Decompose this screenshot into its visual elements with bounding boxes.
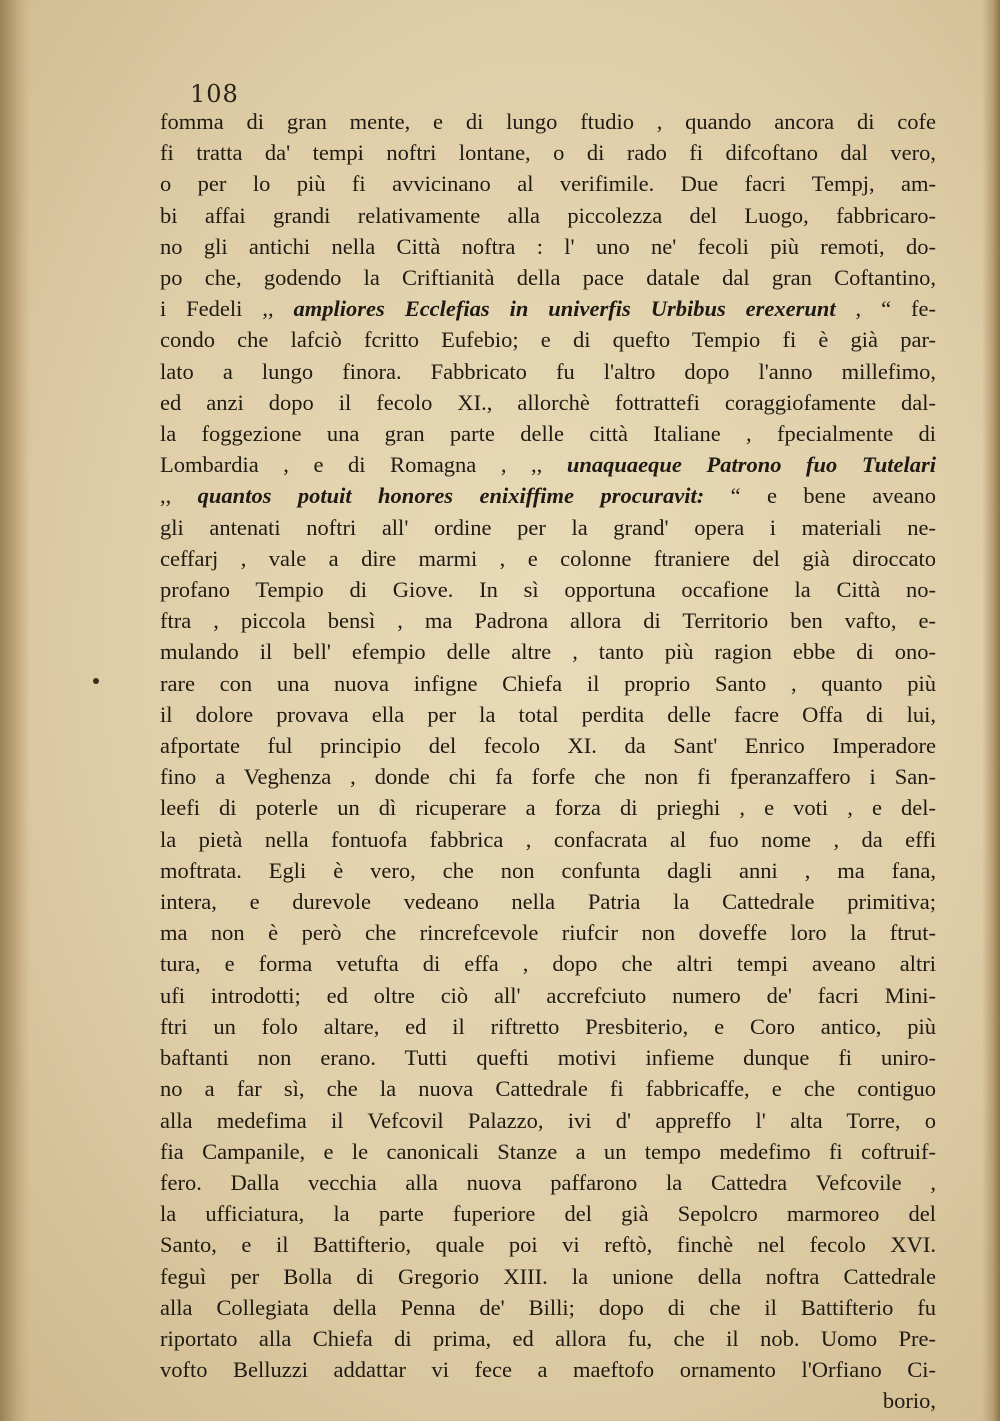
text-segment: la ufficiatura, la parte fuperiore del già Sepolcro marmoreo del — [160, 1201, 936, 1227]
text-segment: baftanti non erano. Tutti quefti motivi infieme dunque fi uniro- — [160, 1045, 936, 1071]
text-segment: gli antenati noftri all' ordine per la grand' opera i materiali ne- — [160, 514, 936, 540]
text-segment: afportate ful principio del fecolo XI. da Sant' Enrico Imperadore — [160, 733, 936, 759]
text-line — [160, 1042, 936, 1073]
text-line — [160, 418, 936, 449]
text-segment: lato a lungo finora. Fabbricato fu l'altro dopo l'anno millefimo, — [160, 358, 936, 384]
text-line — [160, 356, 936, 387]
text-line — [160, 200, 936, 231]
text-line — [160, 168, 936, 199]
text-line — [160, 1354, 936, 1385]
text-line — [160, 1073, 936, 1104]
text-segment: ceffarj , vale a dire marmi , e colonne ftraniere del già diroccato — [160, 545, 936, 571]
text-line — [160, 512, 936, 543]
text-line — [160, 574, 936, 605]
page-edge-shadow — [982, 0, 1000, 1421]
text-line — [160, 636, 936, 667]
text-line — [160, 387, 936, 418]
text-segment: feguì per Bolla di Gregorio XIII. la unione della noftra Cattedrale — [160, 1263, 936, 1289]
text-line — [160, 668, 936, 699]
text-line — [160, 543, 936, 574]
text-line — [160, 605, 936, 636]
text-segment: , “ fe- — [835, 296, 936, 322]
text-segment: Santo, e il Battifterio, quale poi vi reftò, finchè nel fecolo XVI. — [160, 1232, 936, 1258]
text-segment: intera, e durevole vedeano nella Patria la Cattedrale primitiva; — [160, 889, 936, 915]
text-segment: moftrata. Egli è vero, che non confunta dagli anni , ma fana, — [160, 857, 936, 883]
text-line — [160, 106, 936, 137]
text-segment: ftra , piccola bensì , ma Padrona allora di Territorio ben vafto, e- — [160, 608, 936, 634]
text-segment: i Fedeli ,, — [160, 296, 294, 322]
text-segment: borio, — [882, 1388, 936, 1414]
italic-quotation: ampliores Ecclefias in univerfis Urbibus erexerunt — [293, 296, 836, 322]
text-segment: alla medefima il Vefcovil Palazzo, ivi d' appreffo l' alta Torre, o — [160, 1107, 936, 1133]
text-line — [160, 1136, 936, 1167]
text-segment: fi tratta da' tempi noftri lontane, o di rado fi difcoftano dal vero, — [160, 140, 936, 166]
text-line — [160, 1261, 936, 1292]
text-line — [160, 480, 936, 511]
text-line — [160, 137, 936, 168]
text-segment: ufi introdotti; ed oltre ciò all' accrefciuto numero de' facri Mini- — [160, 982, 936, 1008]
text-line — [160, 730, 936, 761]
text-segment: po che, godendo la Criftianità della pace datale dal gran Coftantino, — [160, 265, 936, 291]
text-segment: Lombardia , e di Romagna , ,, — [160, 452, 567, 478]
text-segment: rare con una nuova infigne Chiefa il proprio Santo , quanto più — [160, 670, 936, 696]
text-segment: vofto Belluzzi addattar vi fece a maeftofo ornamento l'Orfiano Ci- — [160, 1357, 936, 1383]
text-segment: profano Tempio di Giove. In sì opportuna occafione la Città no- — [160, 577, 936, 603]
text-segment: o per lo più fi avvicinano al verifimile. Due facri Tempj, am- — [160, 171, 936, 197]
page-gutter-shadow — [0, 0, 30, 1421]
text-line — [160, 917, 936, 948]
text-segment: fia Campanile, e le canonicali Stanze a un tempo medefimo fi coftruif- — [160, 1138, 936, 1164]
text-line — [160, 886, 936, 917]
text-segment: la foggezione una gran parte delle città Italiane , fpecialmente di — [160, 421, 936, 447]
text-line — [160, 948, 936, 979]
text-line — [160, 449, 936, 480]
text-segment: fino a Veghenza , donde chi fa forfe che non fi fperanzaffero i San- — [160, 764, 936, 790]
text-line — [160, 231, 936, 262]
text-segment: ,, — [160, 483, 198, 509]
text-segment: ftri un folo altare, ed il riftretto Presbiterio, e Coro antico, più — [160, 1013, 936, 1039]
text-segment: il dolore provava ella per la total perdita delle facre Offa di lui, — [160, 701, 936, 727]
text-segment: ma non è però che rincrefcevole riufcir non doveffe loro la ftrut- — [160, 920, 936, 946]
text-line — [160, 824, 936, 855]
text-line — [160, 699, 936, 730]
text-segment: fomma di gran mente, e di lungo ftudio , quando ancora di cofe — [160, 109, 936, 134]
text-segment: “ e bene aveano — [704, 483, 936, 509]
text-line — [160, 262, 936, 293]
text-segment: condo che lafciò fcritto Eufebio; e di quefto Tempio fi è già par- — [160, 327, 936, 353]
text-line — [160, 1198, 936, 1229]
text-line — [160, 324, 936, 355]
text-line — [160, 980, 936, 1011]
text-segment: tura, e forma vetufta di effa , dopo che altri tempi aveano altri — [160, 951, 936, 977]
text-line — [160, 1385, 936, 1416]
text-segment: riportato alla Chiefa di prima, ed allora fu, che il nob. Uomo Pre- — [160, 1325, 936, 1351]
text-line — [160, 792, 936, 823]
text-segment: no a far sì, che la nuova Cattedrale fi fabbricaffe, e che contiguo — [160, 1076, 936, 1102]
text-segment: alla Collegiata della Penna de' Billi; dopo di che il Battifterio fu — [160, 1294, 936, 1320]
text-segment: no gli antichi nella Città noftra : l' uno ne' fecoli più remoti, do- — [160, 233, 936, 259]
text-segment: ed anzi dopo il fecolo XI., allorchè fottrattefi coraggiofamente dal- — [160, 389, 936, 415]
italic-quotation: unaquaeque Patrono fuo Tutelari — [566, 452, 937, 478]
text-segment: bi affai grandi relativamente alla piccolezza del Luogo, fabbricaro- — [160, 202, 936, 228]
text-segment: leefi di poterle un dì ricuperare a forza di prieghi , e voti , e del- — [160, 795, 936, 821]
page-number: 108 — [190, 80, 239, 108]
text-segment: la pietà nella fontuofa fabbrica , confacrata al fuo nome , da effi — [160, 826, 936, 852]
ink-spot — [93, 678, 99, 684]
text-line — [160, 761, 936, 792]
text-line — [160, 293, 936, 324]
text-line — [160, 855, 936, 886]
text-line — [160, 1011, 936, 1042]
body-text — [160, 106, 936, 1417]
text-line — [160, 1167, 936, 1198]
text-segment: mulando il bell' efempio delle altre , tanto più ragion ebbe di ono- — [160, 639, 936, 665]
text-line — [160, 1323, 936, 1354]
text-line — [160, 1105, 936, 1136]
text-line — [160, 1229, 936, 1260]
italic-quotation: quantos potuit honores enixiffime procuravit: — [197, 483, 705, 509]
text-segment: fero. Dalla vecchia alla nuova paffarono la Cattedra Vefcovile , — [160, 1169, 936, 1195]
text-line — [160, 1292, 936, 1323]
